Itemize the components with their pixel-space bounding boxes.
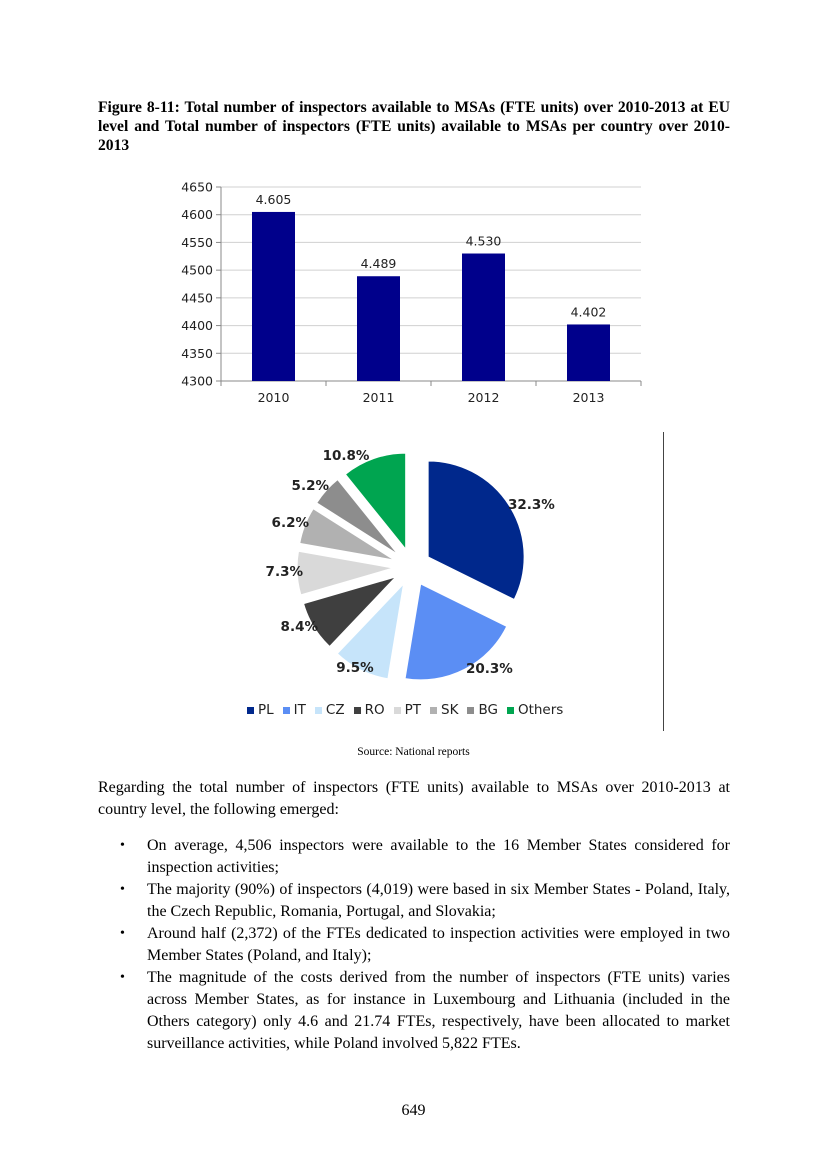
legend-item: [247, 702, 274, 718]
bullet-icon: •: [120, 970, 125, 985]
pie-data-label: 32.3%: [508, 497, 555, 513]
bar-data-label: 4.530: [465, 233, 502, 249]
y-tick-label: 4300: [181, 373, 213, 389]
legend-swatch: [507, 707, 514, 714]
legend-label: SK: [441, 702, 459, 718]
legend-item: [507, 702, 563, 718]
legend-label: Others: [517, 702, 564, 718]
y-tick-label: 4500: [181, 262, 213, 278]
legend-swatch: [315, 707, 322, 714]
legend-item: [394, 702, 421, 718]
list-item: [98, 923, 730, 967]
list-item: [98, 835, 730, 879]
bullet-icon: •: [120, 882, 125, 897]
list-item-text: The majority (90%) of inspectors (4,019) were based in six Member States - Poland, Italy, the Czech Republic, Romania, Portugal, and Slovakia;: [147, 881, 730, 920]
pie-legend: [247, 701, 572, 719]
x-tick-label: 2012: [467, 390, 500, 405]
legend-item: [354, 702, 385, 718]
chart-divider: [663, 432, 664, 731]
legend-swatch: [467, 707, 474, 714]
legend-swatch: [394, 707, 401, 714]
list-item: [98, 967, 730, 1055]
pie-data-label: 20.3%: [466, 661, 513, 677]
y-tick-label: 4350: [181, 345, 213, 361]
pie-data-label: 5.2%: [291, 478, 329, 494]
legend-swatch: [247, 707, 254, 714]
pie-data-label: 7.3%: [265, 564, 303, 580]
list-item-text: On average, 4,506 inspectors were available to the 16 Member States considered for inspection activities;: [147, 837, 730, 876]
pie-data-label: 10.8%: [322, 448, 370, 464]
bar-data-label: 4.402: [570, 304, 607, 320]
x-tick-label: 2010: [257, 390, 290, 405]
legend-item: [315, 702, 345, 718]
legend-swatch: [283, 707, 290, 714]
intro-paragraph: Regarding the total number of inspectors (FTE units) available to MSAs over 2010-2013 at country level, the following emerged:: [98, 779, 730, 818]
bar-data-label: 4.489: [360, 256, 397, 272]
bullet-icon: •: [120, 838, 125, 853]
y-tick-label: 4400: [181, 318, 213, 334]
legend-label: CZ: [325, 702, 345, 718]
x-tick-label: 2013: [572, 390, 605, 405]
bullet-icon: •: [120, 926, 125, 941]
y-tick-label: 4550: [181, 234, 213, 250]
x-tick-label: 2011: [362, 390, 395, 405]
legend-label: IT: [293, 702, 306, 718]
legend-label: BG: [478, 702, 498, 718]
pie-data-label: 8.4%: [280, 619, 318, 635]
legend-item: [430, 702, 458, 718]
legend-item: [467, 702, 498, 718]
figure-source: Source: National reports: [357, 746, 470, 758]
legend-swatch: [354, 707, 361, 714]
page-number: 649: [401, 1102, 426, 1119]
legend-swatch: [430, 707, 437, 714]
figure-caption: Figure 8-11: Total number of inspectors available to MSAs (FTE units) over 2010-2013 at EU level and Total number of inspectors (FTE units) available to MSAs per country over 2010-2013: [98, 99, 730, 154]
pie-data-label: 6.2%: [271, 515, 309, 531]
bar-data-label: 4.605: [255, 191, 292, 207]
y-tick-label: 4450: [181, 290, 213, 306]
y-tick-label: 4600: [181, 207, 213, 223]
list-item-text: The magnitude of the costs derived from the number of inspectors (FTE units) varies across Member States, as for instance in Luxembourg and Lithuania (included in the Others category) only 4.6 and 21.74 FTEs, respectively, have been allocated to market surveillance activities, while Poland involved 5,822 FTEs.: [147, 969, 730, 1052]
legend-item: [283, 702, 306, 718]
list-item: [98, 879, 730, 923]
legend-label: RO: [364, 702, 385, 718]
legend-label: PL: [258, 702, 274, 718]
pie-slice: [428, 461, 524, 600]
y-tick-label: 4650: [181, 179, 213, 195]
legend-label: PT: [404, 702, 421, 718]
pie-data-label: 9.5%: [336, 660, 374, 676]
findings-list: [98, 835, 730, 1055]
list-item-text: Around half (2,372) of the FTEs dedicated to inspection activities were employed in two Member States (Poland, and Italy);: [147, 925, 730, 964]
